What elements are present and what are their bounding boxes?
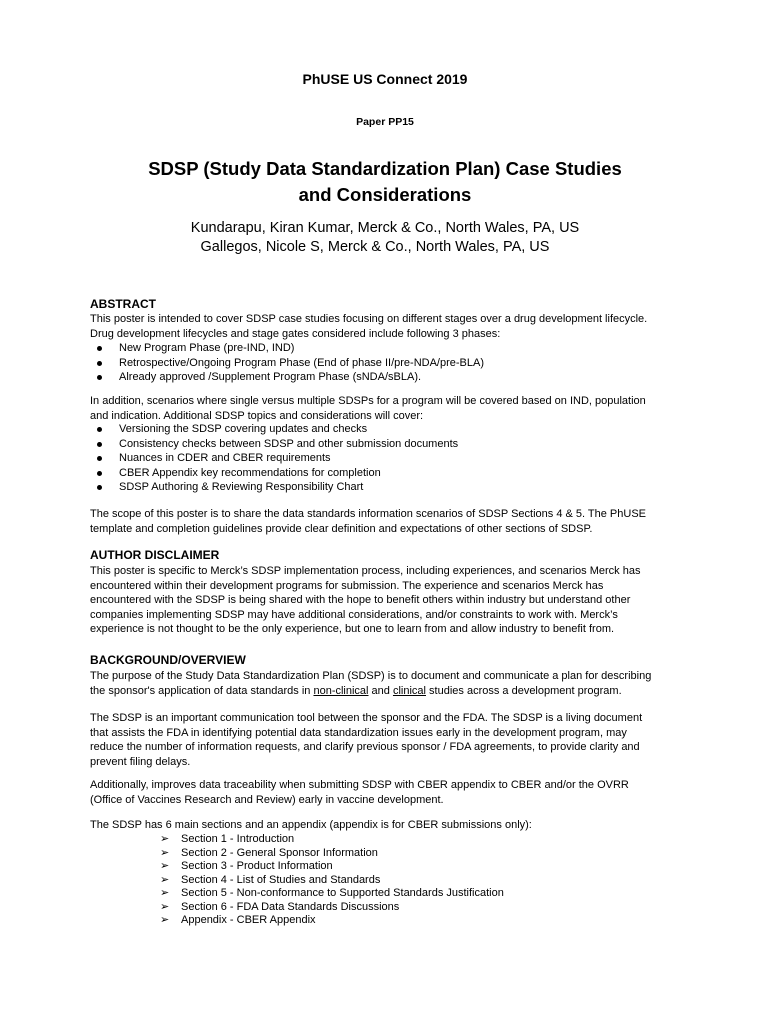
list-item-label: Section 5 - Non-conformance to Supported Standards Justification xyxy=(181,887,504,899)
text-line: The scope of this poster is to share the data standards information scenarios of SDSP Sections 4 & 5. The PhUSE xyxy=(90,508,647,520)
text-run: and xyxy=(368,684,393,697)
background-paragraph-3 xyxy=(90,778,629,807)
arrow-bullet-icon: ➢ xyxy=(160,900,170,913)
text-line: encountered within their development programs for submission. The experience and scenarios Merck has xyxy=(90,579,604,592)
text-line: and indication. Additional SDSP topics and considerations will cover: xyxy=(90,409,424,422)
list-item-label: Already approved /Supplement Program Phase (sNDA/sBLA). xyxy=(119,371,422,383)
list-item-label: Appendix - CBER Appendix xyxy=(181,914,316,926)
author-list xyxy=(0,219,770,257)
background-heading: BACKGROUND/OVERVIEW xyxy=(90,653,246,667)
arrow-bullet-icon: ➢ xyxy=(160,833,170,845)
disclaimer-paragraph xyxy=(90,564,640,637)
list-item-label: Consistency checks between SDSP and other submission documents xyxy=(119,437,459,450)
abstract-paragraph-1 xyxy=(90,312,647,341)
list-item xyxy=(97,480,697,495)
list-item-label: Section 4 - List of Studies and Standards xyxy=(181,873,381,886)
text-line: This poster is specific to Merck’s SDSP implementation process, including experiences, and scenarios Merck has xyxy=(90,565,641,577)
sections-list xyxy=(160,832,660,927)
text-line: template and completion guidelines provide clear definition and expectations of other sections of SDSP. xyxy=(90,522,593,535)
title-line-1: SDSP (Study Data Standardization Plan) Case Studies xyxy=(148,158,622,179)
bullet-icon xyxy=(97,346,102,351)
text-line: encountered with the SDSP is being shared with the hope to benefit others within industry but understand other xyxy=(90,594,631,606)
list-item-label: Section 2 - General Sponsor Information xyxy=(181,846,378,859)
text-line: that assists the FDA in identifying potential data standardization issues early in the development program, may xyxy=(90,726,627,739)
list-item xyxy=(160,913,660,927)
list-item xyxy=(97,437,697,452)
author-1: Kundarapu, Kiran Kumar, Merck & Co., North Wales, PA, US xyxy=(190,220,580,236)
text-line: Additionally, improves data traceability when submitting SDSP with CBER appendix to CBER and/or the OVRR xyxy=(90,779,629,791)
background-paragraph-4: The SDSP has 6 main sections and an appendix (appendix is for CBER submissions only): xyxy=(90,819,532,831)
text-line: experience is not thought to be the only experience, but one to learn from and allow industry to benefit from. xyxy=(90,623,615,635)
bullet-icon xyxy=(97,471,102,476)
list-item xyxy=(97,370,697,385)
list-item xyxy=(160,873,660,887)
abstract-paragraph-2 xyxy=(90,394,646,423)
text-line: companies implementing SDSP may have additional considerations, and/or constraints to work with. Merck’s xyxy=(90,608,618,621)
bullet-icon xyxy=(97,375,102,380)
bullet-icon xyxy=(97,361,102,366)
text-line xyxy=(90,684,651,699)
arrow-bullet-icon: ➢ xyxy=(160,914,170,926)
text-run: the sponsor's application of data standards in xyxy=(90,684,314,697)
text-line: The SDSP is an important communication tool between the sponsor and the FDA. The SDSP is a living document xyxy=(90,712,643,724)
bullet-icon xyxy=(97,442,102,447)
list-item xyxy=(97,341,697,356)
list-item xyxy=(160,886,660,900)
text-line: The purpose of the Study Data Standardization Plan (SDSP) is to document and communicate a plan for describing xyxy=(90,670,652,682)
list-item xyxy=(160,859,660,873)
abstract-paragraph-3 xyxy=(90,507,646,536)
topic-list xyxy=(97,422,697,495)
list-item-label: Nuances in CDER and CBER requirements xyxy=(119,452,331,464)
text-line: Drug development lifecycles and stage gates considered include following 3 phases: xyxy=(90,327,501,340)
list-item-label: Versioning the SDSP covering updates and checks xyxy=(119,423,368,435)
paper-title xyxy=(0,156,770,208)
underlined-term: non-clinical xyxy=(313,684,369,697)
list-item-label: SDSP Authoring & Reviewing Responsibility Chart xyxy=(119,481,364,493)
abstract-heading: ABSTRACT xyxy=(90,297,156,311)
arrow-bullet-icon: ➢ xyxy=(160,860,170,872)
list-item xyxy=(160,846,660,860)
phase-list xyxy=(97,341,697,385)
list-item-label: New Program Phase (pre-IND, IND) xyxy=(119,342,295,354)
disclaimer-heading: AUTHOR DISCLAIMER xyxy=(90,548,220,562)
list-item xyxy=(97,422,697,437)
background-paragraph-1 xyxy=(90,669,651,698)
text-line: reduce the number of information requests, and clarify previous sponsor / FDA agreements, to provide clarity and xyxy=(90,741,640,753)
text-line: (Office of Vaccines Research and Review) early in vaccine development. xyxy=(90,793,444,806)
author-2: Gallegos, Nicole S, Merck & Co., North Wales, PA, US xyxy=(200,239,550,255)
list-item-label: Section 6 - FDA Data Standards Discussions xyxy=(181,900,400,913)
arrow-bullet-icon: ➢ xyxy=(160,846,170,859)
list-item-label: CBER Appendix key recommendations for completion xyxy=(119,466,381,479)
text-run: studies across a development program. xyxy=(425,684,622,697)
list-item xyxy=(97,451,697,466)
list-item-label: Section 1 - Introduction xyxy=(181,833,295,845)
bullet-icon xyxy=(97,485,102,490)
list-item xyxy=(97,356,697,371)
underlined-term: clinical xyxy=(392,684,426,697)
text-line: This poster is intended to cover SDSP case studies focusing on different stages over a drug development lifecycle. xyxy=(90,313,648,325)
list-item xyxy=(160,900,660,914)
text-line: In addition, scenarios where single versus multiple SDSPs for a program will be covered based on IND, population xyxy=(90,395,646,407)
paper-number: Paper PP15 xyxy=(356,116,414,128)
bullet-icon xyxy=(97,427,102,432)
title-line-2: and Considerations xyxy=(298,184,472,205)
arrow-bullet-icon: ➢ xyxy=(160,887,170,899)
background-paragraph-2 xyxy=(90,711,642,769)
list-item xyxy=(97,466,697,481)
list-item-label: Retrospective/Ongoing Program Phase (End of phase II/pre-NDA/pre-BLA) xyxy=(119,356,485,369)
bullet-icon xyxy=(97,456,102,461)
list-item-label: Section 3 - Product Information xyxy=(181,860,333,872)
conference-name: PhUSE US Connect 2019 xyxy=(302,71,468,87)
arrow-bullet-icon: ➢ xyxy=(160,873,170,886)
list-item xyxy=(160,832,660,846)
text-line: prevent filing delays. xyxy=(90,755,191,768)
